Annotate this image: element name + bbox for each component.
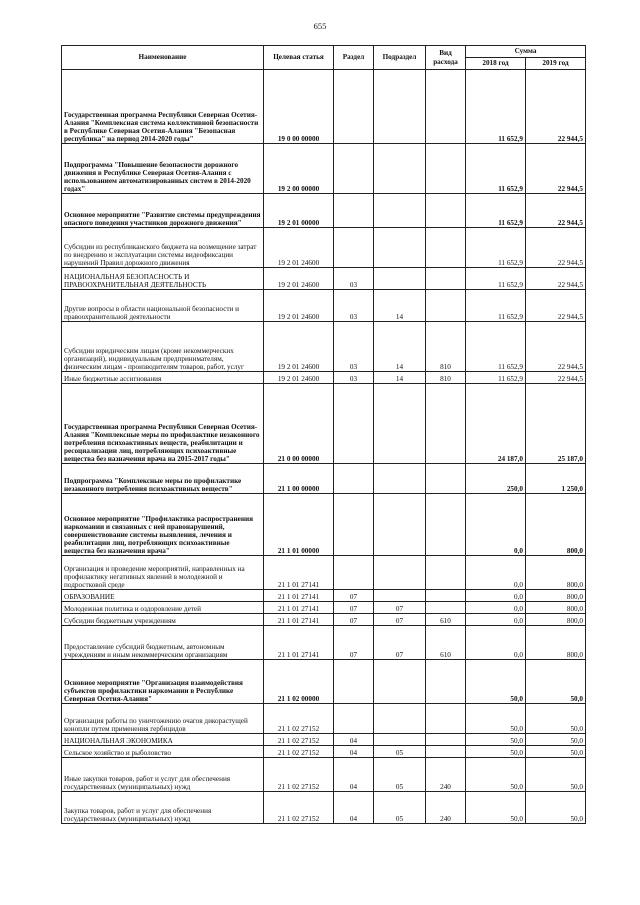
cell-subsection: 07 — [374, 626, 426, 660]
cell-2019: 50,0 — [526, 704, 586, 734]
table-row — [62, 590, 586, 602]
cell-section: 03 — [334, 372, 374, 384]
table-row — [62, 614, 586, 626]
cell-section: 07 — [334, 602, 374, 614]
cell-2018: 11 652,9 — [466, 194, 526, 228]
page-number: 655 — [313, 21, 327, 31]
table-row — [62, 372, 586, 384]
cell-name: Молодежная политика и оздоровление детей — [62, 602, 264, 614]
cell-name: Иные бюджетные ассигнования — [62, 372, 264, 384]
cell-target: 21 1 01 27141 — [264, 614, 334, 626]
cell-name: Организация и проведение мероприятий, направленных на профилактику негативных явлений в молодежной и подростковой среде — [62, 556, 264, 590]
cell-2019: 800,0 — [526, 556, 586, 590]
cell-section — [334, 704, 374, 734]
cell-section — [334, 556, 374, 590]
header-year-2019: 2019 год — [526, 58, 586, 70]
cell-subsection — [374, 194, 426, 228]
cell-2019: 50,0 — [526, 792, 586, 824]
header-section: Раздел — [334, 46, 374, 70]
budget-table — [61, 45, 586, 824]
cell-name: Подпрограмма "Повышение безопасности дорожного движения в Республике Северная Осетия-Алания с использованием автоматизированных систем в 2014-2020 годах" — [62, 144, 264, 194]
table-row — [62, 704, 586, 734]
cell-2018: 0,0 — [466, 494, 526, 556]
cell-2019: 22 944,5 — [526, 70, 586, 144]
cell-subsection: 07 — [374, 602, 426, 614]
cell-2019: 800,0 — [526, 626, 586, 660]
cell-2018: 0,0 — [466, 590, 526, 602]
table-row — [62, 494, 586, 556]
cell-2019: 22 944,5 — [526, 144, 586, 194]
cell-2018: 0,0 — [466, 556, 526, 590]
cell-2019: 22 944,5 — [526, 268, 586, 290]
header-year-2018: 2018 год — [466, 58, 526, 70]
cell-target: 21 1 00 00000 — [264, 464, 334, 494]
cell-name: Организация работы по уничтожению очагов дикорастущей конопли путем применения гербицидов — [62, 704, 264, 734]
cell-name: Подпрограмма "Комплексные меры по профилактике незаконного потребления психоактивных веществ" — [62, 464, 264, 494]
cell-name: НАЦИОНАЛЬНАЯ БЕЗОПАСНОСТЬ И ПРАВООХРАНИТЕЛЬНАЯ ДЕЯТЕЛЬНОСТЬ — [62, 268, 264, 290]
cell-expense-type — [426, 556, 466, 590]
table-row — [62, 144, 586, 194]
cell-2019: 22 944,5 — [526, 372, 586, 384]
cell-target: 21 1 01 00000 — [264, 494, 334, 556]
cell-expense-type — [426, 464, 466, 494]
cell-subsection — [374, 734, 426, 746]
cell-section — [334, 464, 374, 494]
cell-name: Предоставление субсидий бюджетным, автономным учреждениям и иным некоммерческим организациям — [62, 626, 264, 660]
cell-section — [334, 144, 374, 194]
cell-expense-type — [426, 290, 466, 322]
cell-2018: 50,0 — [466, 734, 526, 746]
cell-section — [334, 494, 374, 556]
cell-target: 21 1 02 27152 — [264, 734, 334, 746]
cell-2018: 11 652,9 — [466, 290, 526, 322]
cell-subsection — [374, 268, 426, 290]
table-row — [62, 290, 586, 322]
cell-target: 19 2 01 24600 — [264, 290, 334, 322]
cell-expense-type — [426, 746, 466, 758]
cell-section: 04 — [334, 734, 374, 746]
cell-name: Государственная программа Республики Северная Осетия-Алания "Комплексные меры по профилактике незаконного потребления психоактивных веществ, реабилитации и ресоциализации лиц, потребляющих психоактивные вещества без назначения врача на 2015-2017 годы" — [62, 384, 264, 464]
cell-section: 07 — [334, 614, 374, 626]
cell-subsection — [374, 228, 426, 268]
table-row — [62, 384, 586, 464]
cell-subsection — [374, 144, 426, 194]
cell-expense-type — [426, 494, 466, 556]
cell-expense-type — [426, 70, 466, 144]
cell-expense-type: 810 — [426, 322, 466, 372]
cell-section: 03 — [334, 322, 374, 372]
cell-expense-type — [426, 704, 466, 734]
cell-target: 19 2 01 24600 — [264, 268, 334, 290]
cell-section: 03 — [334, 268, 374, 290]
cell-target: 21 1 02 27152 — [264, 704, 334, 734]
table-row — [62, 322, 586, 372]
cell-target: 19 2 00 00000 — [264, 144, 334, 194]
cell-subsection: 07 — [374, 614, 426, 626]
cell-name: Субсидии юридическим лицам (кроме некоммерческих организаций), индивидуальным предпринимателям, физическим лицам - производителям товаров, работ, услуг — [62, 322, 264, 372]
cell-name: НАЦИОНАЛЬНАЯ ЭКОНОМИКА — [62, 734, 264, 746]
cell-target: 19 2 01 24600 — [264, 372, 334, 384]
cell-subsection: 05 — [374, 746, 426, 758]
cell-name: Субсидии из республиканского бюджета на возмещение затрат по внедрению и эксплуатации системы видеофиксации нарушений Правил дорожного движения — [62, 228, 264, 268]
header-expense-type: Вид расхода — [426, 46, 466, 70]
cell-section: 07 — [334, 590, 374, 602]
cell-subsection — [374, 704, 426, 734]
cell-expense-type — [426, 144, 466, 194]
cell-subsection: 14 — [374, 290, 426, 322]
cell-name: Другие вопросы в области национальной безопасности и правоохранительной деятельности — [62, 290, 264, 322]
cell-name: Государственная программа Республики Северная Осетия-Алания "Комплексная система коллективной безопасности в Республике Северная Осетия-Алания "Безопасная республика" на период 2014-2020 годы" — [62, 70, 264, 144]
cell-subsection — [374, 494, 426, 556]
cell-target: 21 1 02 27152 — [264, 792, 334, 824]
cell-name: Иные закупки товаров, работ и услуг для обеспечения государственных (муниципальных) нужд — [62, 758, 264, 792]
cell-name: Закупка товаров, работ и услуг для обеспечения государственных (муниципальных) нужд — [62, 792, 264, 824]
cell-expense-type — [426, 228, 466, 268]
cell-section — [334, 228, 374, 268]
cell-name: ОБРАЗОВАНИЕ — [62, 590, 264, 602]
cell-subsection — [374, 464, 426, 494]
cell-expense-type — [426, 384, 466, 464]
cell-subsection: 14 — [374, 372, 426, 384]
cell-subsection — [374, 70, 426, 144]
cell-expense-type: 240 — [426, 792, 466, 824]
cell-target: 21 1 01 27141 — [264, 590, 334, 602]
cell-2018: 11 652,9 — [466, 144, 526, 194]
cell-2019: 50,0 — [526, 734, 586, 746]
cell-name: Основное мероприятие "Профилактика распространения наркомании и связанных с ней правонарушений, совершенствование системы выявления, лечения и реабилитации лиц, потребляющих психоактивные вещества без назначения врача" — [62, 494, 264, 556]
cell-2018: 50,0 — [466, 660, 526, 704]
cell-expense-type — [426, 590, 466, 602]
table-row — [62, 556, 586, 590]
cell-expense-type: 810 — [426, 372, 466, 384]
table-row — [62, 746, 586, 758]
cell-section — [334, 384, 374, 464]
table-row — [62, 268, 586, 290]
cell-2019: 22 944,5 — [526, 228, 586, 268]
cell-section: 04 — [334, 792, 374, 824]
table-row — [62, 228, 586, 268]
cell-target: 21 1 02 00000 — [264, 660, 334, 704]
cell-2018: 50,0 — [466, 792, 526, 824]
table-row — [62, 464, 586, 494]
table-row — [62, 758, 586, 792]
cell-subsection: 14 — [374, 322, 426, 372]
cell-expense-type — [426, 660, 466, 704]
cell-2019: 800,0 — [526, 602, 586, 614]
cell-section: 03 — [334, 290, 374, 322]
cell-name: Основное мероприятие "Организация взаимодействия субъектов профилактики наркомании в Республике Северная Осетия-Алания" — [62, 660, 264, 704]
cell-expense-type: 610 — [426, 614, 466, 626]
cell-expense-type — [426, 602, 466, 614]
cell-2019: 800,0 — [526, 590, 586, 602]
cell-2019: 50,0 — [526, 660, 586, 704]
cell-2018: 50,0 — [466, 704, 526, 734]
cell-2018: 0,0 — [466, 614, 526, 626]
cell-section — [334, 660, 374, 704]
cell-target: 21 1 01 27141 — [264, 602, 334, 614]
cell-section: 04 — [334, 746, 374, 758]
cell-2019: 800,0 — [526, 614, 586, 626]
cell-target: 21 1 02 27152 — [264, 746, 334, 758]
cell-section — [334, 194, 374, 228]
cell-2018: 50,0 — [466, 758, 526, 792]
header-sum: Сумма — [466, 46, 586, 58]
cell-target: 19 2 01 24600 — [264, 228, 334, 268]
cell-2018: 11 652,9 — [466, 70, 526, 144]
cell-2018: 50,0 — [466, 746, 526, 758]
table-row — [62, 626, 586, 660]
cell-2019: 800,0 — [526, 494, 586, 556]
cell-target: 21 1 01 27141 — [264, 626, 334, 660]
cell-name: Основное мероприятие "Развитие системы предупреждения опасного поведения участников дорожного движения" — [62, 194, 264, 228]
cell-2019: 50,0 — [526, 746, 586, 758]
header-target: Целевая статья — [264, 46, 334, 70]
cell-subsection: 05 — [374, 792, 426, 824]
table-row — [62, 194, 586, 228]
cell-section: 04 — [334, 758, 374, 792]
cell-2018: 11 652,9 — [466, 372, 526, 384]
cell-subsection: 05 — [374, 758, 426, 792]
cell-2019: 50,0 — [526, 758, 586, 792]
cell-2019: 25 187,0 — [526, 384, 586, 464]
cell-target: 19 0 00 00000 — [264, 70, 334, 144]
cell-2018: 250,0 — [466, 464, 526, 494]
cell-expense-type: 610 — [426, 626, 466, 660]
cell-name: Сельское хозяйство и рыболовство — [62, 746, 264, 758]
cell-expense-type: 240 — [426, 758, 466, 792]
cell-2019: 22 944,5 — [526, 194, 586, 228]
header-name: Наименование — [62, 46, 264, 70]
cell-2018: 11 652,9 — [466, 268, 526, 290]
table-body — [62, 70, 586, 824]
cell-2018: 11 652,9 — [466, 322, 526, 372]
cell-2019: 1 250,0 — [526, 464, 586, 494]
cell-target: 19 2 01 00000 — [264, 194, 334, 228]
cell-section — [334, 70, 374, 144]
cell-subsection — [374, 556, 426, 590]
cell-2018: 0,0 — [466, 626, 526, 660]
cell-subsection — [374, 384, 426, 464]
cell-expense-type — [426, 734, 466, 746]
table-row — [62, 70, 586, 144]
cell-target: 21 1 01 27141 — [264, 556, 334, 590]
cell-subsection — [374, 660, 426, 704]
cell-subsection — [374, 590, 426, 602]
cell-2019: 22 944,5 — [526, 290, 586, 322]
cell-expense-type — [426, 268, 466, 290]
table-row — [62, 602, 586, 614]
cell-expense-type — [426, 194, 466, 228]
cell-target: 21 1 02 27152 — [264, 758, 334, 792]
cell-2019: 22 944,5 — [526, 322, 586, 372]
table-row — [62, 792, 586, 824]
cell-target: 19 2 01 24600 — [264, 322, 334, 372]
cell-2018: 0,0 — [466, 602, 526, 614]
header-subsection: Подраздел — [374, 46, 426, 70]
cell-2018: 24 187,0 — [466, 384, 526, 464]
cell-target: 21 0 00 00000 — [264, 384, 334, 464]
cell-2018: 11 652,9 — [466, 228, 526, 268]
cell-name: Субсидии бюджетным учреждениям — [62, 614, 264, 626]
table-row — [62, 734, 586, 746]
table-row — [62, 660, 586, 704]
cell-section: 07 — [334, 626, 374, 660]
